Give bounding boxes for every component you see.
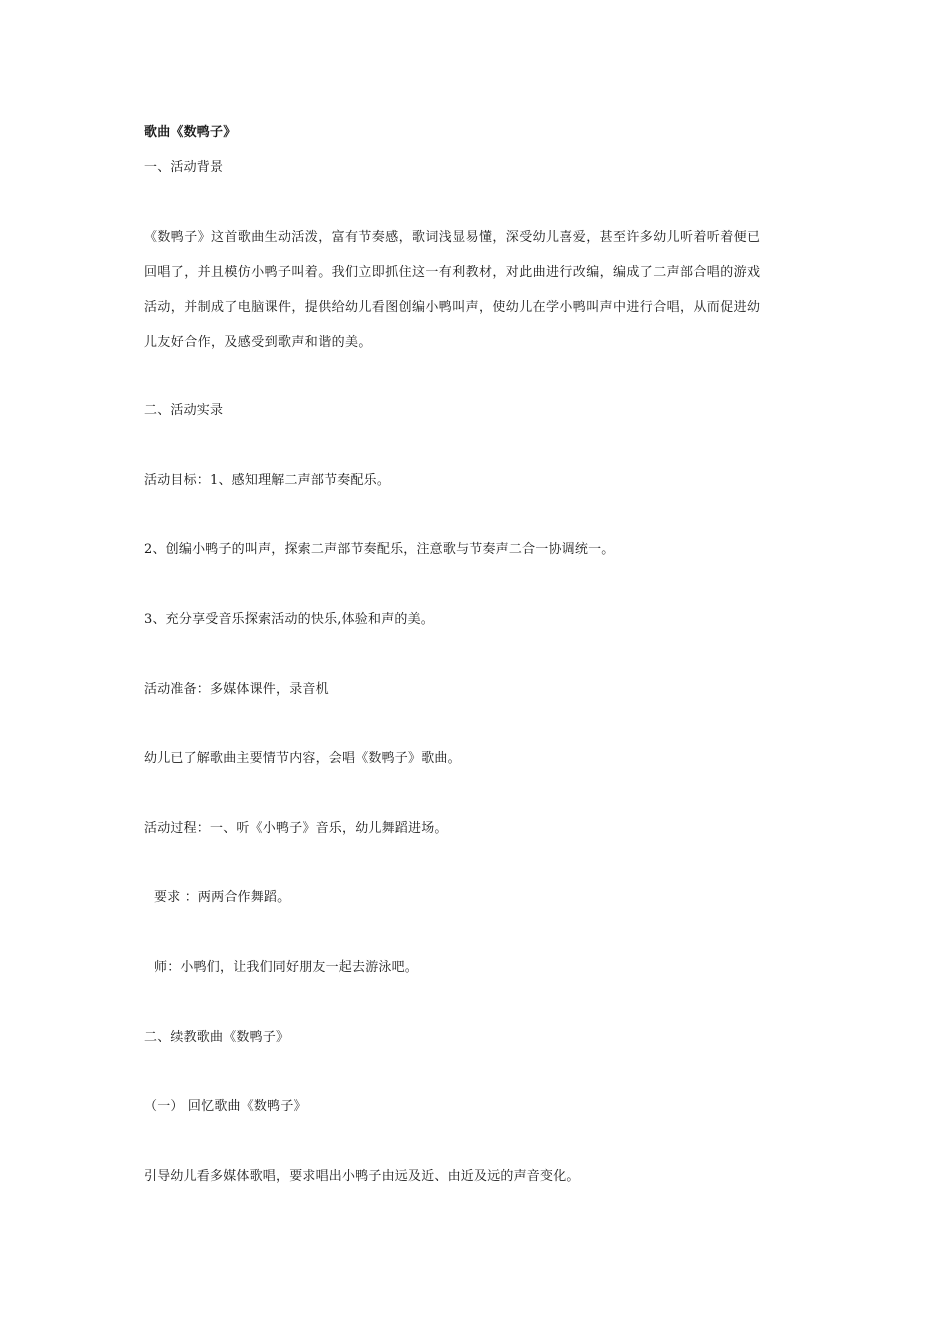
teacher-line: 师：小鸭们，让我们同好朋友一起去游泳吧。: [154, 960, 419, 975]
activity-process-2: 二、续教歌曲《数鸭子》: [144, 1030, 290, 1045]
activity-process-1: 活动过程：一、听《小鸭子》音乐，幼儿舞蹈进场。: [144, 821, 448, 836]
sub-step-1: （一） 回忆歌曲《数鸭子》: [144, 1099, 307, 1114]
requirement-line: 要求 ：两两合作舞蹈。: [154, 890, 291, 905]
activity-goal-3: 3、充分享受音乐探索活动的快乐,体验和声的美。: [144, 612, 435, 627]
activity-goal-2: 2、创编小鸭子的叫声，探索二声部节奏配乐，注意歌与节奏声二合一协调统一。: [144, 542, 615, 557]
section-heading-record: 二、活动实录: [144, 403, 224, 418]
background-line-2: 回唱了，并且模仿小鸭子叫着。我们立即抓住这一有利教材，对此曲进行改编，编成了二声部合唱的游戏: [144, 265, 761, 280]
background-line-3: 活动，并制成了电脑课件，提供给幼儿看图创编小鸭叫声，使幼儿在学小鸭叫声中进行合唱，从而促进幼: [144, 300, 761, 315]
activity-goal-1: 活动目标：1、感知理解二声部节奏配乐。: [144, 473, 391, 488]
background-line-4: 儿友好合作，及感受到歌声和谐的美。: [144, 335, 372, 350]
section-heading-background: 一、活动背景: [144, 160, 224, 175]
activity-preparation: 活动准备：多媒体课件，录音机: [144, 682, 329, 697]
document-title: 歌曲《数鸭子》: [144, 125, 237, 140]
background-line-1: 《数鸭子》这首歌曲生动活泼，富有节奏感，歌词浅显易懂，深受幼儿喜爱，甚至许多幼儿听着听着便已: [144, 230, 761, 245]
guide-line: 引导幼儿看多媒体歌唱，要求唱出小鸭子由远及近、由近及远的声音变化。: [144, 1169, 580, 1184]
background-paragraph: [144, 220, 814, 360]
prior-knowledge: 幼儿已了解歌曲主要情节内容，会唱《数鸭子》歌曲。: [144, 751, 461, 766]
